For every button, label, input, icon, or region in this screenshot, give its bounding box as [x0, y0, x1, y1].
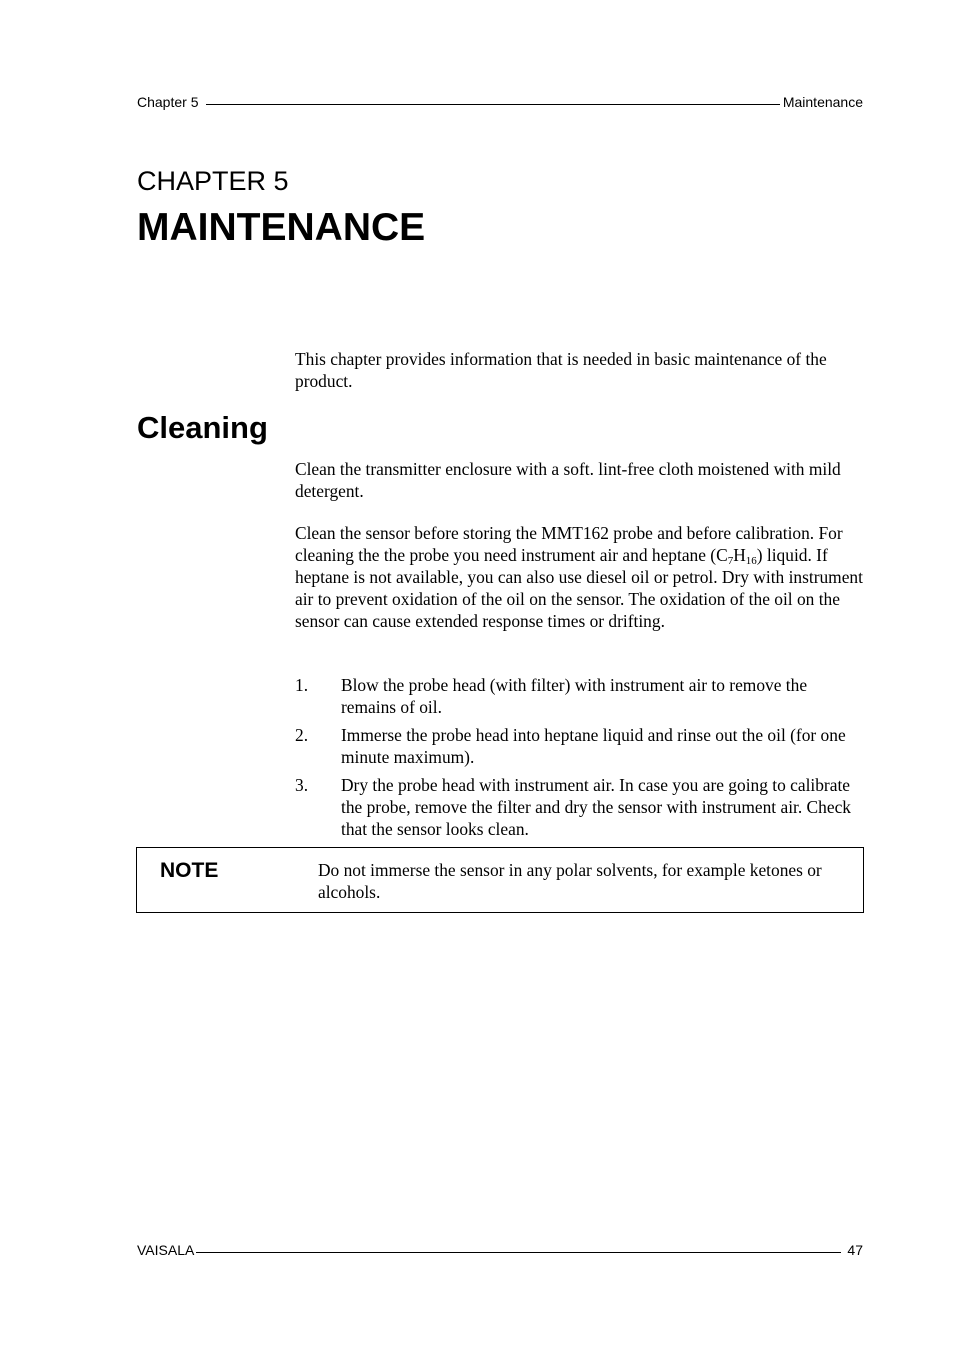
- intro-paragraph: This chapter provides information that is needed in basic maintenance of the product.: [295, 349, 827, 391]
- step-number: 2.: [295, 725, 309, 745]
- step-text: Immerse the probe head into heptane liquid and rinse out the oil (for one minute maximum).: [341, 725, 846, 767]
- cleaning-paragraph-sensor: [295, 522, 865, 632]
- footer-company: VAISALA: [137, 1242, 195, 1258]
- chapter-label: CHAPTER 5: [137, 166, 289, 196]
- page-number: 47: [847, 1242, 863, 1258]
- section-heading-cleaning: Cleaning: [137, 410, 268, 445]
- header-section: Maintenance: [782, 94, 863, 110]
- footer-rule: [196, 1251, 841, 1253]
- step-text: Blow the probe head (with filter) with instrument air to remove the remains of oil.: [341, 675, 808, 717]
- step-number: 1.: [295, 675, 309, 695]
- cleaning-steps-list: [295, 674, 865, 846]
- formula-subscript-hydrogen: 16: [745, 555, 757, 567]
- note-box: [136, 847, 864, 913]
- formula-subscript-carbon: 7: [727, 555, 734, 567]
- list-item: [295, 724, 865, 768]
- note-text: Do not immerse the sensor in any polar solvents, for example ketones or alcohols.: [318, 860, 822, 902]
- list-item: [295, 674, 865, 718]
- running-header: [137, 90, 863, 110]
- header-chapter: Chapter 5: [137, 94, 199, 110]
- step-text: Dry the probe head with instrument air. In case you are going to calibrate the probe, remove the filter and dry the sensor with instrument air. Check that the sensor looks clean.: [341, 775, 851, 839]
- sensor-text-after: ) liquid. If heptane is not available, you can also use diesel oil or petrol. Dry with instrument air to prevent oxidation of the oil on the sensor. The oxidation of the oil on the sensor can cause extended response times or drifting.: [295, 545, 863, 631]
- cleaning-paragraph-enclosure: Clean the transmitter enclosure with a soft. lint-free cloth moistened with mild detergent.: [295, 459, 841, 501]
- sensor-text-before: Clean the sensor before storing the MMT162 probe and before calibration. For cleaning the the probe you need instrument air and heptane (C: [295, 523, 843, 565]
- list-item: [295, 774, 865, 840]
- step-number: 3.: [295, 775, 309, 795]
- running-footer: [137, 1238, 863, 1258]
- formula-hydrogen: H: [733, 545, 746, 565]
- note-label: NOTE: [160, 859, 219, 882]
- chapter-title: MAINTENANCE: [137, 206, 426, 249]
- header-rule: [206, 103, 779, 105]
